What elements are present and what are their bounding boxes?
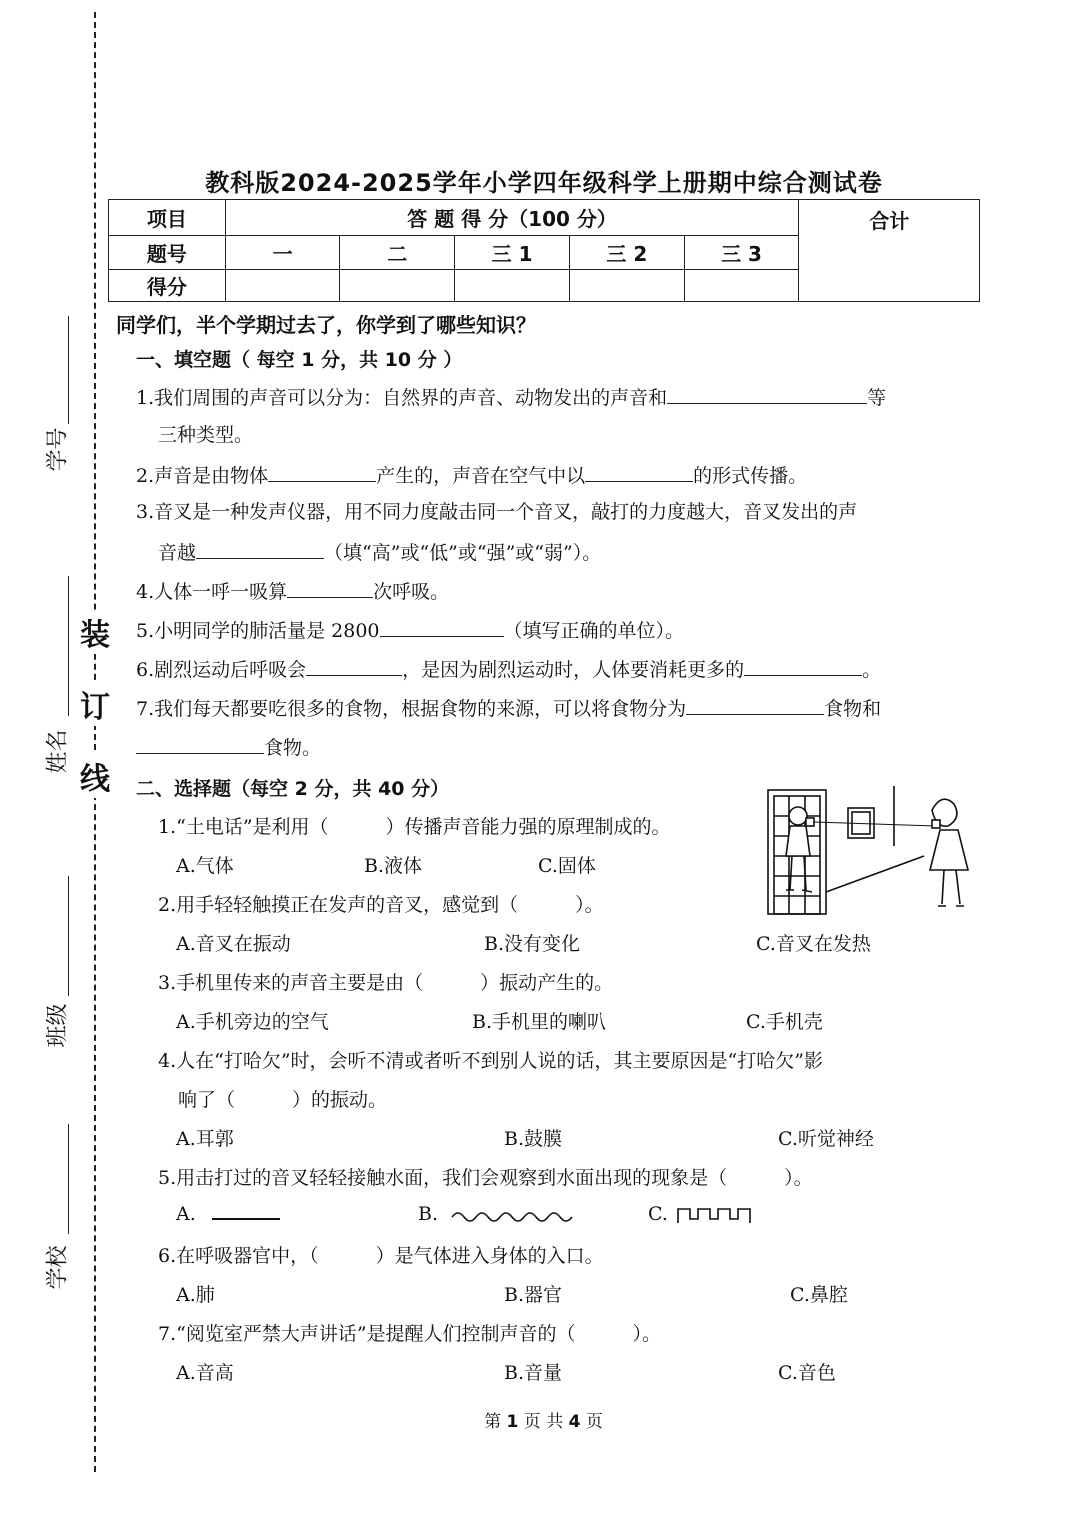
mc-q3-option-c[interactable]: C.手机壳 (746, 1011, 823, 1033)
mc-q2-option-b[interactable]: B.没有变化 (484, 933, 581, 955)
fill-q3-blank[interactable] (196, 538, 324, 559)
score-table (108, 199, 980, 302)
side-label-xuehao: 学号 (45, 427, 71, 472)
mc-q1-option-a[interactable]: A.气体 (176, 855, 234, 877)
score-header: 答 题 得 分（100 分） (225, 200, 799, 236)
col-1: 一 (225, 236, 340, 270)
flat-line-icon (202, 1205, 282, 1225)
fill-q1-cont: 三种类型。 (158, 424, 254, 446)
mc-q6-option-a[interactable]: A.肺 (176, 1284, 215, 1306)
total-label: 合计 (869, 209, 910, 233)
col-2: 二 (340, 236, 455, 270)
mc-q4-option-c[interactable]: C.听觉神经 (778, 1128, 874, 1150)
score-cell-1[interactable] (225, 270, 340, 302)
fill-q5-blank[interactable] (380, 616, 504, 637)
page-number: 1 (506, 1412, 519, 1432)
fill-q4-blank[interactable] (287, 577, 373, 598)
mc-q5-option-b[interactable]: B. (418, 1203, 574, 1225)
fill-q1-blank[interactable] (667, 383, 867, 404)
intro-text: 同学们，半个学期过去了，你学到了哪些知识？ (116, 313, 536, 337)
page-title: 教科版2024-2025学年小学四年级科学上册期中综合测试卷 (205, 169, 883, 197)
mc-q3-stem: 3.手机里传来的声音主要是由（ ）振动产生的。 (158, 972, 614, 994)
mc-q7-stem: 7.“阅览室严禁大声讲话”是提醒人们控制声音的（ ）。 (158, 1323, 662, 1345)
mc-q1-option-b[interactable]: B.液体 (364, 855, 423, 877)
binding-char-zhuang: 装 (78, 610, 112, 654)
col-3-3: 三 3 (684, 236, 799, 270)
mc-q1-option-c[interactable]: C.固体 (538, 855, 596, 877)
row-label-defen: 得分 (109, 270, 226, 302)
fill-q2: 2.声音是由物体 产生的，声音在空气中以 的形式传播。 (136, 461, 807, 489)
fill-q7-cont: 食物。 (136, 733, 321, 761)
col-3-1: 三 1 (455, 236, 570, 270)
score-cell-3-2[interactable] (569, 270, 684, 302)
fill-q2-blank1[interactable] (268, 461, 376, 482)
square-wave-icon (674, 1205, 764, 1225)
mc-q3-option-b[interactable]: B.手机里的喇叭 (472, 1011, 607, 1033)
col-3-2: 三 2 (569, 236, 684, 270)
fill-q6-blank1[interactable] (306, 655, 402, 676)
mc-q4-stem: 4.人在“打哈欠”时，会听不清或者听不到别人说的话，其主要原因是“打哈欠”影 (158, 1050, 823, 1072)
score-cell-2[interactable] (340, 270, 455, 302)
mc-q5-option-a[interactable]: A. (176, 1203, 282, 1225)
fill-q5: 5.小明同学的肺活量是 2800 （填写正确的单位）。 (136, 616, 684, 644)
fill-q2-blank2[interactable] (585, 461, 693, 482)
section2-title: 二、选择题（每空 2 分，共 40 分） (136, 778, 450, 800)
fill-q6-blank2[interactable] (744, 655, 862, 676)
mc-q2-option-a[interactable]: A.音叉在振动 (176, 933, 291, 955)
fill-q7: 7.我们每天都要吃很多的食物，根据食物的来源，可以将食物分为 食物和 (136, 694, 881, 722)
fill-q7-blank1[interactable] (686, 694, 824, 715)
mc-q3-option-a[interactable]: A.手机旁边的空气 (176, 1011, 329, 1033)
fill-q4: 4.人体一呼一吸算 次呼吸。 (136, 577, 449, 605)
mc-q6-option-b[interactable]: B.器官 (504, 1284, 563, 1306)
mc-q1-stem: 1.“土电话”是利用（ ）传播声音能力强的原理制成的。 (158, 816, 671, 838)
fill-q6: 6.剧烈运动后呼吸会 ，是因为剧烈运动时，人体要消耗更多的 。 (136, 655, 881, 683)
mc-q4-option-a[interactable]: A.耳郭 (176, 1128, 234, 1150)
total-cell[interactable] (799, 200, 980, 302)
wave-line-icon (444, 1205, 574, 1225)
binding-char-xian: 线 (78, 754, 112, 798)
mc-q6-stem: 6.在呼吸器官中，（ ）是气体进入身体的入口。 (158, 1245, 604, 1267)
mc-q2-stem: 2.用手轻轻触摸正在发声的音叉，感觉到（ ）。 (158, 894, 604, 916)
mc-q6-option-c[interactable]: C.鼻腔 (790, 1284, 848, 1306)
binding-dashed-line (94, 12, 96, 1472)
mc-q7-option-a[interactable]: A.音高 (176, 1362, 234, 1384)
row-label-tihao: 题号 (109, 236, 226, 270)
mc-q5-stem: 5.用击打过的音叉轻轻接触水面，我们会观察到水面出现的现象是（ ）。 (158, 1167, 813, 1189)
mc-q5-option-c[interactable]: C. (648, 1203, 764, 1225)
mc-q7-option-b[interactable]: B.音量 (504, 1362, 563, 1384)
score-cell-3-3[interactable] (684, 270, 799, 302)
mc-q4-stem-cont: 响了（ ）的振动。 (178, 1089, 388, 1111)
tin-can-phone-illustration (764, 786, 980, 918)
mc-q4-option-b[interactable]: B.鼓膜 (504, 1128, 563, 1150)
side-label-xingming: 姓名 (45, 729, 71, 774)
binding-char-ding: 订 (78, 682, 112, 726)
mc-q7-option-c[interactable]: C.音色 (778, 1362, 836, 1384)
fill-q1: 1.我们周围的声音可以分为：自然界的声音、动物发出的声音和 等 (136, 383, 886, 411)
score-cell-3-1[interactable] (455, 270, 570, 302)
fill-q3-cont: 音越 （填“高”或“低”或“强”或“弱”）。 (158, 538, 601, 566)
fill-q7-blank2[interactable] (136, 733, 264, 754)
row-label-xiangmu: 项目 (109, 200, 226, 236)
page-footer: 第 1 页 共 4 页 (484, 1412, 603, 1432)
side-label-banji: 班级 (45, 1003, 71, 1048)
mc-q2-option-c[interactable]: C.音叉在发热 (756, 933, 871, 955)
page-total: 4 (568, 1412, 581, 1432)
fill-q3: 3.音叉是一种发声仪器，用不同力度敲击同一个音叉，敲打的力度越大，音叉发出的声 (136, 501, 858, 523)
side-label-xuexiao: 学校 (45, 1245, 71, 1290)
section1-title: 一、填空题（ 每空 1 分，共 10 分 ） (136, 349, 463, 371)
